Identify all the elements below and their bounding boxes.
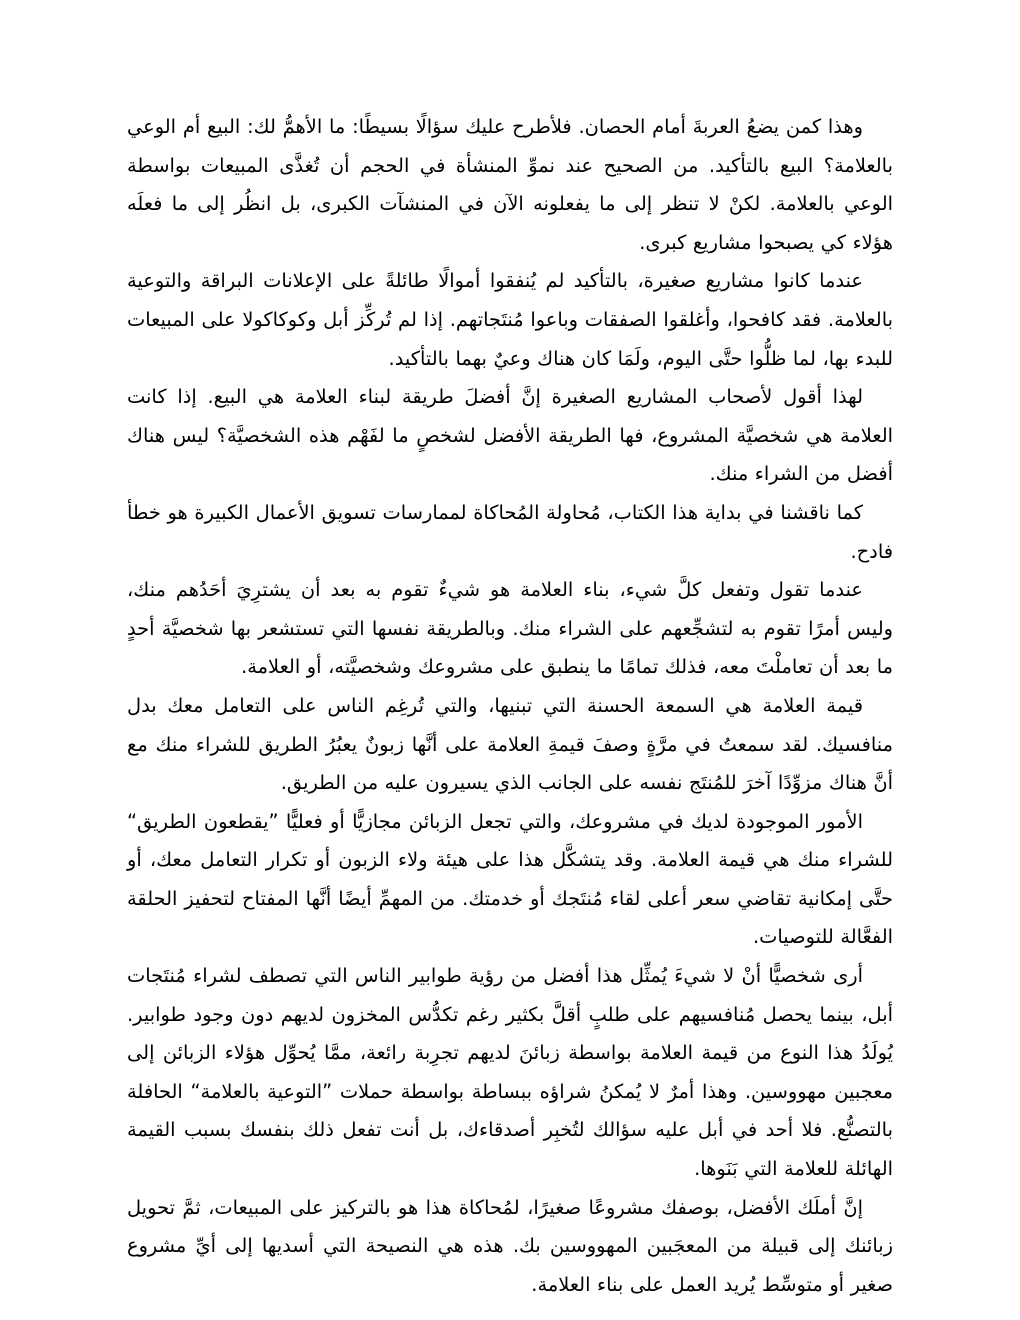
- paragraph-9: إنَّ أملَك الأفضل، بوصفك مشروعًا صغيرًا، لمُحاكاة هذا هو بالتركيز على المبيعات، ثمَّ تحويل زبائنك إلى قبيلة من المعجَبين المهووسين بك. هذه هي النصيحة التي أسديها إلى أيِّ مشروع صغير أو متوسِّط يُريد العمل على بناء العلامة.: [127, 1195, 893, 1296]
- paragraph-4: كما ناقشنا في بداية هذا الكتاب، مُحاولة المُحاكاة لممارسات تسويق الأعمال الكبيرة هو خطأ فادح.: [127, 500, 893, 563]
- paragraph-5: عندما تقول وتفعل كلَّ شيء، بناء العلامة هو شيءٌ تقوم به بعد أن يشترِيَ أحَدُهم منك، وليس أمرًا تقوم به لتشجِّعهم على الشراء منك. وبالطريقة نفسها التي تستشعر بها شخصيَّة أحدٍ ما بعد أن تعاملْتَ معه، فذلك تمامًا ما ينطبق على مشروعك وشخصيَّته، أو العلامة.: [127, 578, 893, 679]
- paragraph-6: قيمة العلامة هي السمعة الحسنة التي تبنيها، والتي تُرغِم الناس على التعامل معك بدل منافسيك. لقد سمعتُ في مرَّةٍ وصفَ قيمةِ العلامة على أنَّها زبونٌ يعبُرُ الطريق للشراء منك مع أنَّ هناك مزوِّدًا آخرَ للمُنتَج نفسه على الجانب الذي يسيرون عليه من الطريق.: [127, 693, 893, 795]
- paragraph-2: عندما كانوا مشاريع صغيرة، بالتأكيد لم يُنفقوا أموالًا طائلةً على الإعلانات البراقة والتوعية بالعلامة. فقد كافحوا، وأغلقوا الصفقات وباعوا مُنتَجاتهم. إذا لم تُركِّز أبل وكوكاكولا على المبيعات للبدء بها، لما ظلُّوا حتَّى اليوم، ولَمَا كان هناك وعيٌ بهما بالتأكيد.: [127, 269, 893, 370]
- body-text-column: [127, 108, 893, 1304]
- paragraph-3: لهذا أقول لأصحاب المشاريع الصغيرة إنَّ أفضلَ طريقة لبناء العلامة هي البيع. إذا كانت العلامة هي شخصيَّة المشروع، فها الطريقة الأفضل لشخصٍ ما لفَهْم هذه الشخصيَّة؟ ليس هناك أفضل من الشراء منك.: [127, 385, 893, 486]
- paragraph-1: وهذا كمن يضعُ العربةَ أمام الحصان. فلأطرح عليك سؤالًا بسيطًا: ما الأهمُّ لك: البيع أم الوعي بالعلامة؟ البيع بالتأكيد. من الصحيح عند نموِّ المنشأة في الحجم أن تُغذَّى المبيعات بواسطة الوعي بالعلامة. لكنْ لا تنظر إلى ما يفعلونه الآن في المنشآت الكبرى، بل انظُر إلى ما فعلَه هؤلاء كي يصبحوا مشاريع كبرى.: [127, 115, 893, 254]
- paragraph-8: أرى شخصيًّا أنْ لا شيءَ يُمثِّل هذا أفضل من رؤية طوابير الناس التي تصطف لشراء مُنتَجات أبل، بينما يحصل مُنافسيهم على طلبٍ أقلَّ بكثير رغم تكدُّس المخزون لديهم دون وجود طوابير. يُولَدُ هذا النوع من قيمة العلامة بواسطة زبائنَ لديهم تجرِبة رائعة، ممَّا يُحوِّل هؤلاء الزبائن إلى معجبين مهووسين. وهذا أمرٌ لا يُمكنُ شراؤه ببساطة بواسطة حملات ”التوعية بالعلامة“ الحافلة بالتصنُّع. فلا أحد في أبل عليه سؤالك لتُخبِر أصدقاءك، بل أنت تفعل ذلك بنفسك بسبب القيمة الهائلة للعلامة التي بَنَوها.: [127, 964, 893, 1181]
- paragraph-7: الأمور الموجودة لديك في مشروعك، والتي تجعل الزبائن مجازيًّا أو فعليًّا ”يقطعون الطريق“ للشراء منك هي قيمة العلامة. وقد يتشكَّل هذا على هيئة ولاء الزبون أو تكرار التعامل معك، أو حتَّى إمكانية تقاضي سعر أعلى لقاء مُنتَجك أو خدمتك. من المهمِّ أيضًا أنَّها المفتاح لتحفيز الحلقة الفعَّالة للتوصيات.: [127, 809, 893, 949]
